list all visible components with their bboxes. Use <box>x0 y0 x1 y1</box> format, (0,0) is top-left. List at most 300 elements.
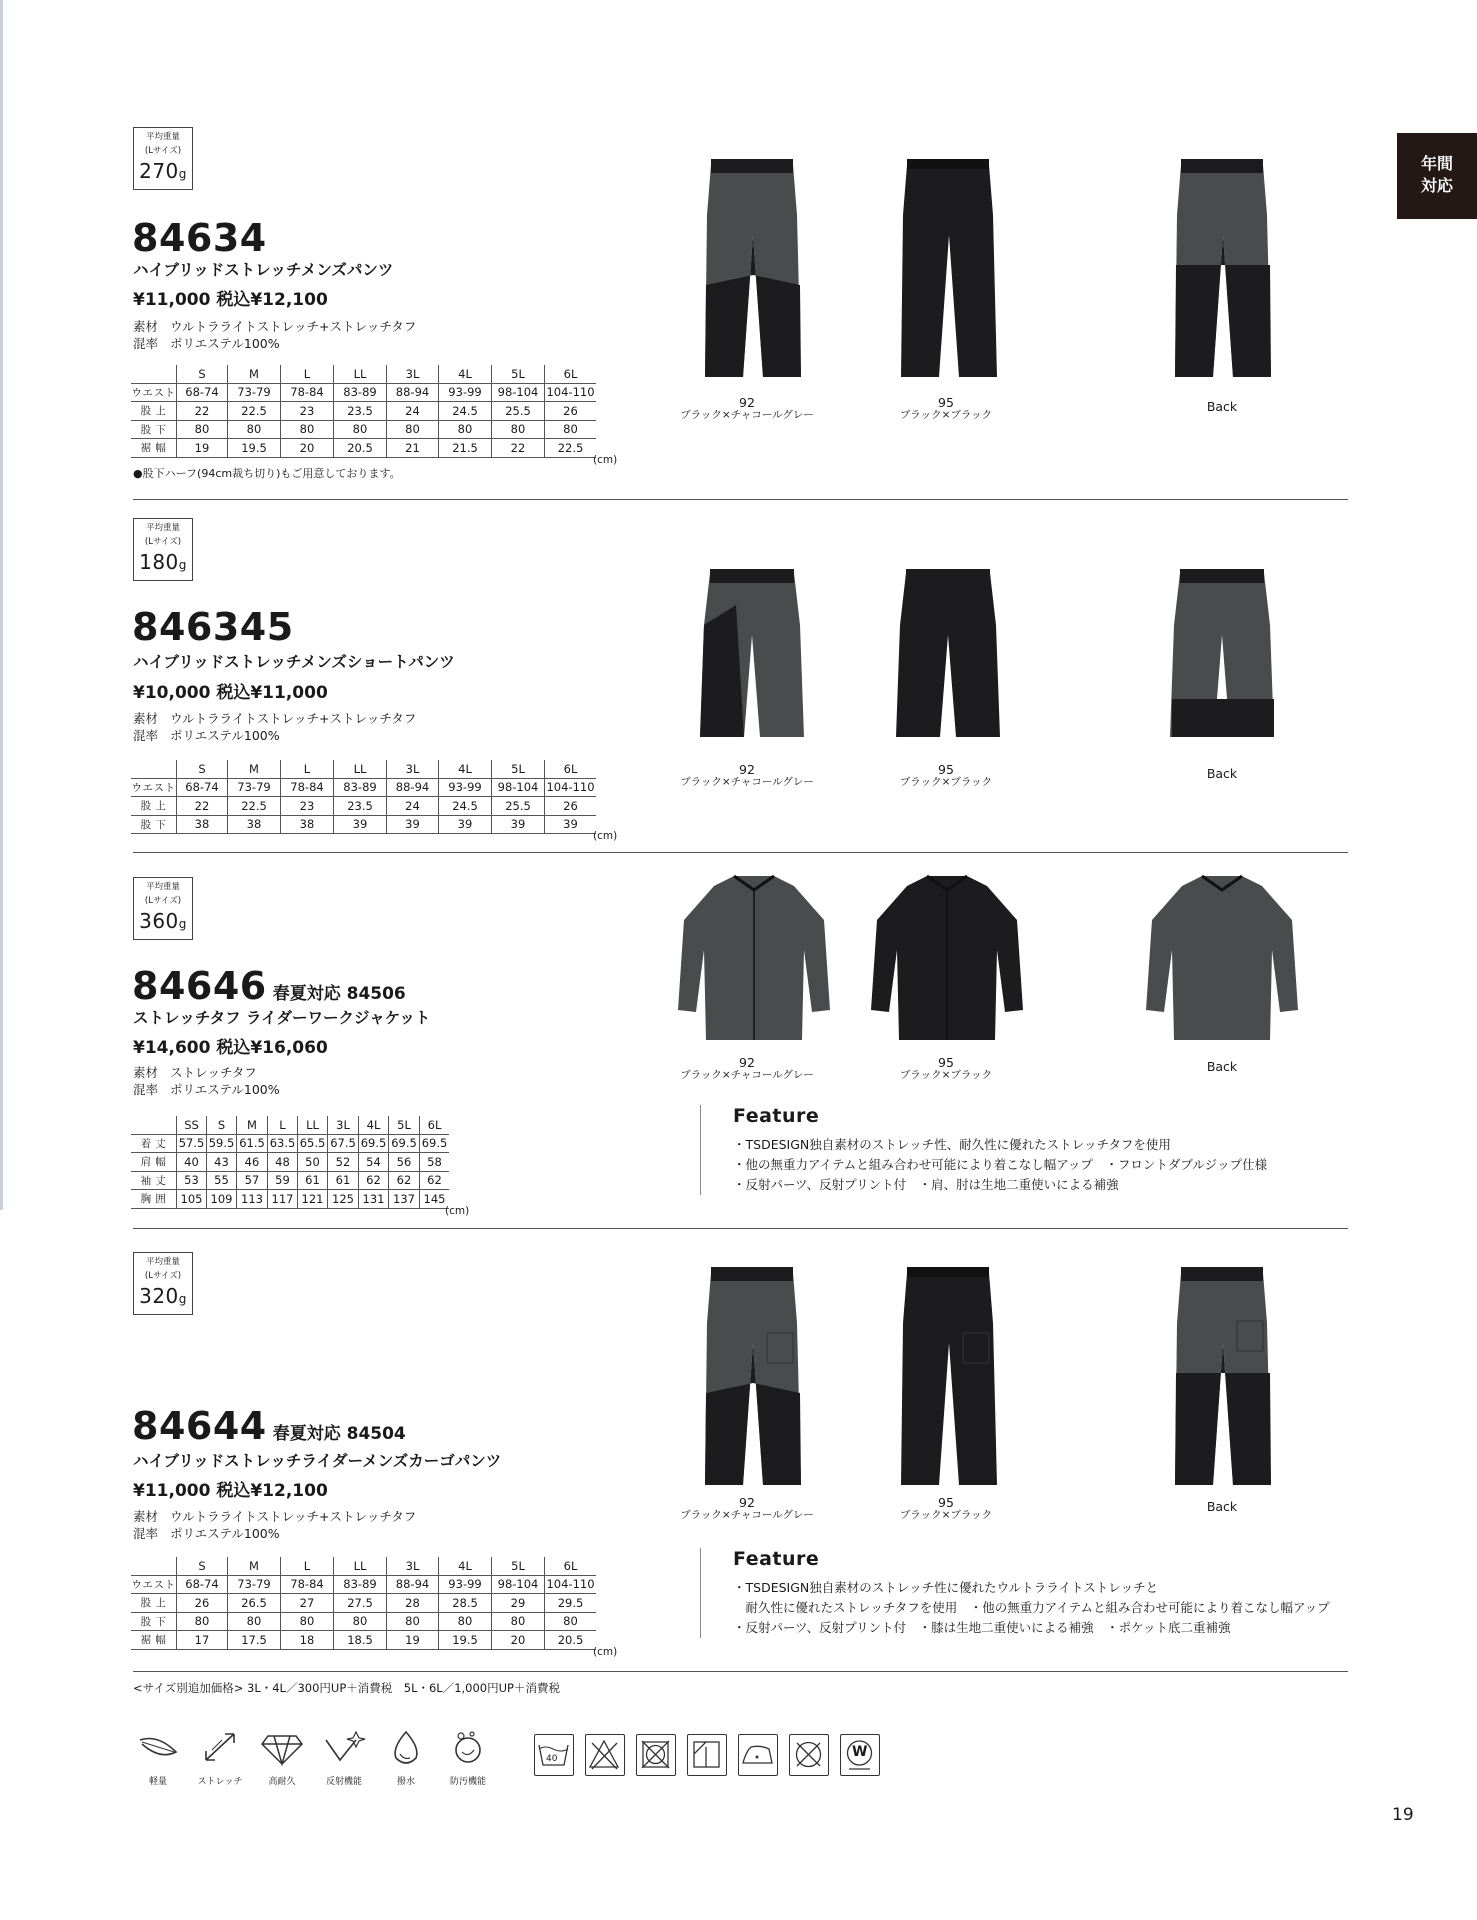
product-name: ハイブリッドストレッチメンズパンツ <box>133 261 394 279</box>
size-row <box>131 1190 449 1209</box>
material-key: 素材 <box>133 711 159 726</box>
product-image <box>696 565 808 749</box>
size-value: 59 <box>268 1171 298 1190</box>
size-value: 46 <box>237 1153 268 1172</box>
size-value: 80 <box>439 1612 492 1631</box>
color-name: ブラック×ブラック <box>899 776 993 788</box>
size-value: 26.5 <box>228 1594 281 1613</box>
size-corner <box>131 1557 177 1575</box>
size-header: 3L <box>387 1557 439 1575</box>
size-value: 43 <box>207 1153 237 1172</box>
size-value: 78-84 <box>281 778 334 797</box>
size-header: 5L <box>492 1557 545 1575</box>
size-header: M <box>228 365 281 383</box>
size-row-label: 股 上 <box>131 797 177 816</box>
color-name: ブラック×チャコールグレー <box>680 776 814 788</box>
size-row-label: 胸 囲 <box>131 1190 177 1209</box>
size-value: 73-79 <box>228 778 281 797</box>
section-divider <box>133 499 1348 500</box>
size-value: 20.5 <box>334 439 387 458</box>
product-image <box>892 565 1004 749</box>
section-divider <box>133 1671 1348 1672</box>
function-item <box>190 1730 250 1787</box>
size-value: 40 <box>177 1153 207 1172</box>
feather-icon <box>136 1730 180 1766</box>
size-value: 104-110 <box>545 778 597 797</box>
size-row <box>131 797 596 816</box>
color-caption <box>900 1056 992 1082</box>
product-name: ハイブリッドストレッチメンズショートパンツ <box>133 653 455 671</box>
size-row <box>131 1134 449 1153</box>
product-image <box>1167 1263 1277 1497</box>
weight-size-label: (Lサイズ) <box>144 1271 182 1281</box>
size-value: 80 <box>177 1612 228 1631</box>
size-value: 24.5 <box>439 797 492 816</box>
color-caption <box>680 763 814 789</box>
weight-size-label: (Lサイズ) <box>144 896 182 906</box>
material-info <box>133 1064 280 1098</box>
size-value: 26 <box>545 797 597 816</box>
product-image <box>1166 565 1278 749</box>
weight-unit: g <box>178 167 187 181</box>
size-value: 61 <box>328 1171 359 1190</box>
size-value: 80 <box>334 1612 387 1631</box>
color-number: 95 <box>938 1055 954 1070</box>
size-value: 20 <box>281 439 334 458</box>
size-header: L <box>281 760 334 778</box>
size-value: 69.5 <box>389 1134 420 1153</box>
size-value: 23.5 <box>334 797 387 816</box>
product-code-number: 84644 <box>132 1404 267 1448</box>
size-table <box>131 1116 449 1209</box>
weight-number: 320 <box>139 1284 179 1308</box>
function-label: 防汚機能 <box>449 1777 486 1787</box>
blend-value: ポリエステル100% <box>170 728 280 743</box>
size-value: 39 <box>545 815 597 834</box>
diamond-icon <box>260 1730 304 1766</box>
feature-block <box>700 1548 1330 1638</box>
material-row <box>133 1064 280 1081</box>
size-value: 22.5 <box>228 402 281 421</box>
size-value: 25.5 <box>492 402 545 421</box>
size-row <box>131 1594 596 1613</box>
size-value: 125 <box>328 1190 359 1209</box>
function-item <box>128 1730 188 1787</box>
size-value: 65.5 <box>298 1134 328 1153</box>
size-corner <box>131 760 177 778</box>
size-value: 17 <box>177 1631 228 1650</box>
size-row <box>131 1612 596 1631</box>
size-row <box>131 778 596 797</box>
weight-value <box>134 909 192 933</box>
line-dry-shade-icon <box>687 1734 727 1776</box>
size-header: LL <box>298 1116 328 1134</box>
size-value: 48 <box>268 1153 298 1172</box>
size-header-row <box>131 760 596 778</box>
size-header: L <box>268 1116 298 1134</box>
material-key: 素材 <box>133 1509 159 1524</box>
color-number: 92 <box>739 395 755 410</box>
weight-badge <box>133 518 193 581</box>
color-name: ブラック×チャコールグレー <box>680 1069 814 1081</box>
blend-value: ポリエステル100% <box>170 336 280 351</box>
size-header: S <box>177 760 228 778</box>
size-value: 26 <box>545 402 597 421</box>
no-dry-clean-icon <box>789 1734 829 1776</box>
wash-temp: 40 <box>546 1754 558 1764</box>
back-label: Back <box>1206 766 1238 781</box>
size-value: 61 <box>298 1171 328 1190</box>
size-value: 80 <box>492 420 545 439</box>
size-row <box>131 420 596 439</box>
back-label: Back <box>1206 1499 1238 1514</box>
size-value: 22 <box>492 439 545 458</box>
size-header: L <box>281 365 334 383</box>
size-row-label: ウエスト <box>131 1575 177 1594</box>
size-header: 4L <box>439 365 492 383</box>
product-code <box>132 1406 406 1454</box>
color-caption <box>900 396 992 422</box>
color-caption <box>1207 1056 1237 1073</box>
color-caption <box>1207 763 1237 780</box>
size-value: 137 <box>389 1190 420 1209</box>
iron-low-icon <box>738 1734 778 1776</box>
material-row <box>133 318 416 335</box>
size-header: S <box>207 1116 237 1134</box>
section-divider <box>133 852 1348 853</box>
season-tab-line1: 年間 <box>1420 154 1453 173</box>
size-row <box>131 402 596 421</box>
size-value: 38 <box>228 815 281 834</box>
size-header: 6L <box>545 760 597 778</box>
weight-label: 平均重量 <box>145 882 180 892</box>
color-number: 92 <box>739 1495 755 1510</box>
care-icons <box>534 1734 894 1780</box>
size-value: 28 <box>387 1594 439 1613</box>
size-value: 117 <box>268 1190 298 1209</box>
size-value: 80 <box>545 420 597 439</box>
size-header-row <box>131 1557 596 1575</box>
size-row <box>131 383 596 402</box>
product-image <box>893 1263 1003 1497</box>
size-value: 105 <box>177 1190 207 1209</box>
size-value: 80 <box>281 1612 334 1631</box>
weight-number: 360 <box>139 909 179 933</box>
size-value: 68-74 <box>177 778 228 797</box>
size-value: 23 <box>281 402 334 421</box>
stain-guard-icon <box>446 1730 490 1766</box>
size-value: 20.5 <box>545 1631 597 1650</box>
color-number: 95 <box>938 395 954 410</box>
size-value: 22.5 <box>545 439 597 458</box>
blend-row <box>133 335 416 352</box>
blend-value: ポリエステル100% <box>170 1526 280 1541</box>
product-code-number: 84634 <box>132 216 267 260</box>
size-value: 22 <box>177 402 228 421</box>
size-value: 93-99 <box>439 778 492 797</box>
feature-title: Feature <box>733 1105 820 1127</box>
size-header: 5L <box>492 365 545 383</box>
size-value: 80 <box>439 420 492 439</box>
function-item <box>252 1730 312 1787</box>
size-row-label: 裾 幅 <box>131 439 177 458</box>
size-value: 50 <box>298 1153 328 1172</box>
size-value: 61.5 <box>237 1134 268 1153</box>
unit-label: (cm) <box>445 1204 470 1217</box>
size-value: 58 <box>420 1153 450 1172</box>
size-value: 19.5 <box>228 439 281 458</box>
size-value: 104-110 <box>545 1575 597 1594</box>
weight-unit: g <box>178 558 187 572</box>
season-variant: 春夏対応 84504 <box>272 1424 406 1444</box>
product-name: ハイブリッドストレッチライダーメンズカーゴパンツ <box>133 1452 502 1470</box>
product-code-number: 84646 <box>132 964 267 1008</box>
reflect-icon <box>322 1730 366 1766</box>
feature-line: ・TSDESIGN独自素材のストレッチ性に優れたウルトラライトストレッチと <box>733 1580 1159 1595</box>
color-name: ブラック×チャコールグレー <box>680 409 814 421</box>
size-row-label: 着 丈 <box>131 1134 177 1153</box>
size-header: 4L <box>439 1557 492 1575</box>
size-row <box>131 815 596 834</box>
size-header-row <box>131 1116 449 1134</box>
color-caption <box>680 1496 814 1522</box>
material-value: ストレッチタフ <box>170 1065 257 1080</box>
size-value: 59.5 <box>207 1134 237 1153</box>
material-value: ウルトラライトストレッチ+ストレッチタフ <box>170 711 417 726</box>
size-value: 83-89 <box>334 778 387 797</box>
blend-key: 混率 <box>133 1082 159 1097</box>
inseam-note: ●股下ハーフ(94cm裁ち切り)もご用意しております。 <box>133 466 401 480</box>
material-info <box>133 318 416 352</box>
size-value: 145 <box>420 1190 450 1209</box>
color-caption <box>1207 396 1237 413</box>
color-name: ブラック×ブラック <box>899 1509 993 1521</box>
unit-label: (cm) <box>593 1645 618 1658</box>
season-tab-line2: 対応 <box>1420 176 1453 195</box>
size-row <box>131 1153 449 1172</box>
size-value: 113 <box>237 1190 268 1209</box>
size-value: 18.5 <box>334 1631 387 1650</box>
feature-line: ・反射パーツ、反射プリント付 ・肩、肘は生地二重使いによる補強 <box>733 1177 1119 1192</box>
blend-key: 混率 <box>133 1526 159 1541</box>
size-value: 22.5 <box>228 797 281 816</box>
weight-number: 270 <box>139 159 179 183</box>
weight-value <box>134 159 192 183</box>
product-image <box>893 155 1003 389</box>
size-row <box>131 1575 596 1594</box>
unit-label: (cm) <box>593 830 618 842</box>
product-code <box>132 218 267 258</box>
stretch-arrows-icon <box>198 1730 242 1766</box>
size-corner <box>131 1116 177 1134</box>
function-item <box>438 1730 498 1787</box>
material-value: ウルトラライトストレッチ+ストレッチタフ <box>170 1509 417 1524</box>
size-price-note: <サイズ別追加価格> 3L・4L／300円UP＋消費税 5L・6L／1,000円UP＋消費税 <box>133 1681 560 1695</box>
size-value: 80 <box>387 420 439 439</box>
function-item <box>314 1730 374 1787</box>
feature-line: ・TSDESIGN独自素材のストレッチ性、耐久性に優れたストレッチタフを使用 <box>733 1137 1171 1152</box>
color-name: ブラック×チャコールグレー <box>680 1509 814 1521</box>
size-value: 80 <box>492 1612 545 1631</box>
unit-label: (cm) <box>593 453 618 466</box>
season-tab <box>1397 133 1477 219</box>
size-header: M <box>237 1116 268 1134</box>
weight-size-label: (Lサイズ) <box>144 537 182 547</box>
size-header: 4L <box>439 760 492 778</box>
function-label: 軽量 <box>148 1777 167 1787</box>
size-value: 29 <box>492 1594 545 1613</box>
product-price: ¥10,000 税込¥11,000 <box>133 683 328 703</box>
size-value: 38 <box>177 815 228 834</box>
size-value: 24.5 <box>439 402 492 421</box>
size-value: 121 <box>298 1190 328 1209</box>
feature-line: ・他の無重力アイテムと組み合わせ可能により着こなし幅アップ ・フロントダブルジップ仕様 <box>733 1157 1268 1172</box>
weight-number: 180 <box>139 550 179 574</box>
size-value: 67.5 <box>328 1134 359 1153</box>
size-header: 3L <box>387 760 439 778</box>
size-value: 23 <box>281 797 334 816</box>
size-row-label: ウエスト <box>131 778 177 797</box>
size-value: 17.5 <box>228 1631 281 1650</box>
size-value: 21.5 <box>439 439 492 458</box>
product-name: ストレッチタフ ライダーワークジャケット <box>133 1009 431 1027</box>
color-number: 95 <box>938 762 954 777</box>
size-value: 109 <box>207 1190 237 1209</box>
size-value: 19 <box>177 439 228 458</box>
size-value: 20 <box>492 1631 545 1650</box>
function-label: ストレッチ <box>197 1777 243 1787</box>
size-value: 26 <box>177 1594 228 1613</box>
water-drop-icon <box>384 1730 428 1766</box>
size-value: 98-104 <box>492 1575 545 1594</box>
no-tumble-dry-icon <box>636 1734 676 1776</box>
product-price: ¥11,000 税込¥12,100 <box>133 290 328 310</box>
product-code <box>132 607 294 647</box>
wet-clean-letter: W <box>852 1744 868 1760</box>
product-image <box>1167 155 1277 389</box>
size-value: 18 <box>281 1631 334 1650</box>
back-label: Back <box>1206 1059 1238 1074</box>
product-image <box>697 155 807 389</box>
size-header: 6L <box>545 1557 597 1575</box>
size-value: 80 <box>228 1612 281 1631</box>
size-value: 39 <box>439 815 492 834</box>
size-value: 62 <box>389 1171 420 1190</box>
function-icons <box>128 1730 528 1790</box>
size-value: 24 <box>387 402 439 421</box>
size-header: 5L <box>389 1116 420 1134</box>
size-value: 83-89 <box>334 1575 387 1594</box>
size-value: 39 <box>492 815 545 834</box>
blend-key: 混率 <box>133 336 159 351</box>
size-row-label: 股 上 <box>131 1594 177 1613</box>
product-image <box>1142 870 1302 1054</box>
size-value: 38 <box>281 815 334 834</box>
weight-unit: g <box>178 1292 187 1306</box>
size-row-label: 肩 幅 <box>131 1153 177 1172</box>
material-row <box>133 710 416 727</box>
product-image <box>867 870 1027 1054</box>
size-value: 29.5 <box>545 1594 597 1613</box>
function-label: 高耐久 <box>268 1777 296 1787</box>
feature-block <box>700 1105 1267 1195</box>
function-label: 撥水 <box>396 1777 415 1787</box>
size-value: 53 <box>177 1171 207 1190</box>
size-row-label: 股 下 <box>131 1612 177 1631</box>
size-value: 69.5 <box>420 1134 450 1153</box>
size-value: 27.5 <box>334 1594 387 1613</box>
size-value: 39 <box>334 815 387 834</box>
section-divider <box>133 1228 1348 1229</box>
color-caption <box>1207 1496 1237 1513</box>
size-value: 80 <box>228 420 281 439</box>
size-header: M <box>228 1557 281 1575</box>
product-image <box>697 1263 807 1497</box>
function-label: 反射機能 <box>325 1777 362 1787</box>
size-value: 69.5 <box>359 1134 389 1153</box>
no-bleach-icon <box>585 1734 625 1776</box>
size-value: 68-74 <box>177 383 228 402</box>
size-value: 63.5 <box>268 1134 298 1153</box>
feature-line: 耐久性に優れたストレッチタフを使用 ・他の無重力アイテムと組み合わせ可能により着こなし幅アップ <box>733 1600 1330 1615</box>
size-value: 19 <box>387 1631 439 1650</box>
size-value: 25.5 <box>492 797 545 816</box>
size-table <box>131 365 596 458</box>
function-item <box>376 1730 436 1787</box>
weight-value <box>134 1284 192 1308</box>
size-value: 73-79 <box>228 1575 281 1594</box>
wet-clean-icon <box>840 1734 880 1776</box>
blend-value: ポリエステル100% <box>170 1082 280 1097</box>
weight-badge <box>133 877 193 940</box>
wash-40-icon <box>534 1734 574 1776</box>
season-variant: 春夏対応 84506 <box>272 984 406 1004</box>
size-row-label: 股 下 <box>131 420 177 439</box>
size-row-label: ウエスト <box>131 383 177 402</box>
color-caption <box>900 763 992 789</box>
size-row-label: 股 下 <box>131 815 177 834</box>
size-value: 80 <box>387 1612 439 1631</box>
size-value: 98-104 <box>492 383 545 402</box>
size-value: 23.5 <box>334 402 387 421</box>
size-value: 80 <box>177 420 228 439</box>
back-label: Back <box>1206 399 1238 414</box>
size-value: 88-94 <box>387 778 439 797</box>
material-value: ウルトラライトストレッチ+ストレッチタフ <box>170 319 417 334</box>
size-value: 78-84 <box>281 383 334 402</box>
size-value: 98-104 <box>492 778 545 797</box>
size-value: 39 <box>387 815 439 834</box>
weight-size-label: (Lサイズ) <box>144 146 182 156</box>
size-value: 78-84 <box>281 1575 334 1594</box>
material-info <box>133 710 416 744</box>
size-table <box>131 1557 596 1650</box>
size-header-row <box>131 365 596 383</box>
weight-badge <box>133 1252 193 1315</box>
color-number: 92 <box>739 762 755 777</box>
size-row <box>131 1631 596 1650</box>
page-edge-line <box>0 0 3 1210</box>
weight-label: 平均重量 <box>145 1257 180 1267</box>
weight-label: 平均重量 <box>145 523 180 533</box>
size-value: 57 <box>237 1171 268 1190</box>
size-value: 19.5 <box>439 1631 492 1650</box>
size-value: 88-94 <box>387 383 439 402</box>
size-value: 93-99 <box>439 1575 492 1594</box>
size-corner <box>131 365 177 383</box>
weight-value <box>134 550 192 574</box>
size-value: 73-79 <box>228 383 281 402</box>
